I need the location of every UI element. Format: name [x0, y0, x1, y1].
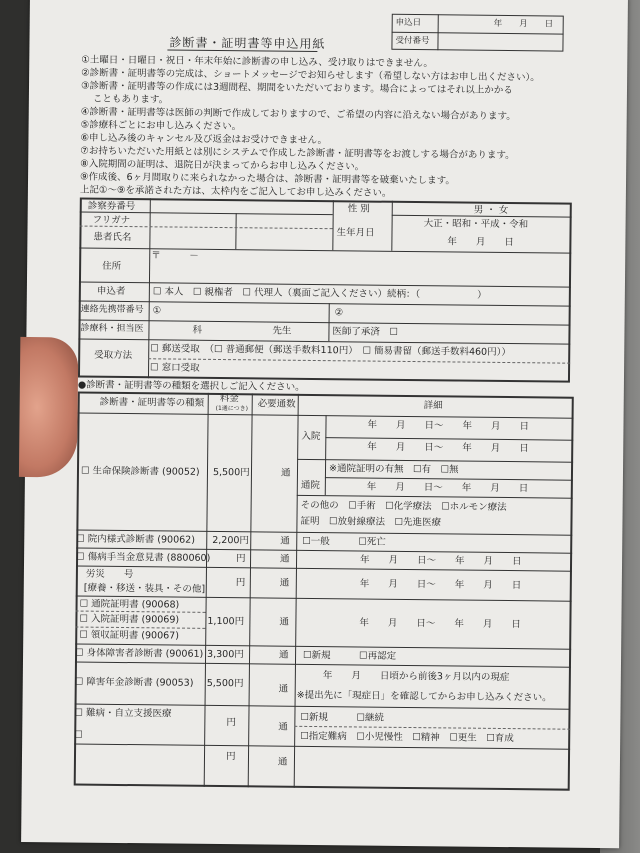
cert-disability-pension-fee: 5,500円 — [206, 677, 244, 690]
visit-period: 年 月 日～ 年 月 日 — [359, 617, 521, 631]
thumb — [19, 337, 78, 478]
copies-unit: 通 — [277, 756, 288, 768]
cert-in-hospital-fee: 2,200円 — [212, 534, 250, 547]
col-header-fee-note: (1通につき) — [215, 404, 249, 413]
gender-label: 性 別 — [347, 203, 370, 215]
copies-unit: 通 — [278, 721, 288, 733]
pension-period: 年 月 日頃から前後3ヶ月以内の現症 — [322, 670, 510, 684]
copies-unit: 通 — [278, 683, 289, 695]
col-header-details: 詳細 — [423, 400, 443, 412]
cert-admission[interactable]: ☐ 入院証明書 (90069) — [79, 613, 180, 626]
note-8: ⑧入院期間の証明は、退院日が決まってからお申し込みください。 — [80, 158, 365, 173]
contact-phone-label: 連絡先携帯番号 — [80, 304, 144, 316]
patient-id-label: 診察券番号 — [87, 200, 136, 213]
note-3-cont: こともあります。 — [92, 93, 169, 106]
cert-health-insurance[interactable]: ☐ 生命保険診断書 (90052) — [80, 465, 200, 478]
cert-disability[interactable]: ☐ 身体障害者診断書 (90061) — [75, 647, 204, 660]
sick-allowance-period: 年 月 日～ 年 月 日 — [360, 554, 522, 568]
disability-options[interactable]: ☐新規 ☐再認定 — [303, 649, 397, 662]
cert-intractable-disease-fee: 円 — [226, 717, 236, 729]
admission-period-2: 年 月 日～ 年 月 日 — [367, 441, 529, 455]
col-header-fee: 料金 — [219, 393, 239, 405]
receipt-window-option[interactable]: ☐ 窓口受取 — [150, 362, 200, 374]
outpatient-label: 通院 — [300, 479, 320, 492]
cert-in-hospital[interactable]: ☐ 院内様式診断書 (90062) — [76, 533, 196, 546]
applicant-type-label: 申込者 — [96, 285, 126, 298]
pension-note: ※提出先に「現症日」を確認してからお申し込みください。 — [296, 689, 552, 704]
cert-sick-allowance[interactable]: ☐ 傷病手当金意見書 (880060) — [76, 551, 211, 564]
note-5: ⑤診療科ごとにお申し込みください。 — [80, 119, 242, 133]
applicant-type-options[interactable]: ☐ 本人 ☐ 親権者 ☐ 代理人（裏面ご記入ください）続柄：（ ） — [152, 286, 487, 301]
copies-unit: 通 — [279, 649, 289, 661]
cert-receipt[interactable]: ☐ 領収証明書 (90067) — [79, 629, 180, 642]
cert-workers-comp-fee: 円 — [235, 577, 246, 589]
note-7: ⑦お持ちいただいた用紙とは別にシステムで作成した診断書・証明書等をお渡しする場合があります。 — [80, 145, 515, 162]
phone-1-marker: ① — [152, 305, 162, 317]
era-options: 大正・昭和・平成・令和 — [423, 218, 529, 231]
application-date-label: 申込日 — [395, 17, 422, 29]
copies-unit: 通 — [279, 577, 290, 589]
copies-unit: 通 — [280, 553, 290, 565]
outpatient-proof[interactable]: ※通院証明の有無 ☐有 ☐無 — [328, 463, 459, 476]
note-1: ①土曜日・日曜日・祝日・年末年始に診断書の申し込み、受け取りはできません。 — [81, 54, 434, 70]
intractable-options-2[interactable]: ☐指定難病 ☐小児慢性 ☐精神 ☐更生 ☐育成 — [300, 730, 514, 745]
other-treatments-1[interactable]: その他の ☐手術 ☐化学療法 ☐ホルモン療法 — [300, 499, 507, 514]
patient-name-label: 患者氏名 — [93, 231, 132, 244]
workers-comp-period: 年 月 日～ 年 月 日 — [359, 578, 522, 592]
cert-intractable-disease[interactable]: ☐ 難病・自立支援医療 — [74, 707, 172, 720]
copies-unit: 通 — [280, 535, 290, 547]
admission-period-1: 年 月 日～ 年 月 日 — [367, 419, 530, 433]
title-underline — [167, 49, 317, 52]
doctor-suffix: 先生 — [272, 325, 292, 337]
receipt-mail-options[interactable]: ☐ 郵送受取 （☐ 普通郵便（郵送手数料110円） ☐ 簡易書留（郵送手数料460円）） — [150, 343, 511, 359]
col-header-type: 診断書・証明書等の種類 — [99, 396, 205, 409]
certificate-section-heading: ●診断書・証明書等の種類を選択しご記入ください。 — [77, 379, 305, 393]
address-label: 住所 — [102, 260, 122, 272]
furigana-label: フリガナ — [92, 214, 131, 227]
cert-sick-allowance-fee: 円 — [236, 553, 246, 565]
other-treatments-2[interactable]: 証明 ☐放射線療法 ☐先進医療 — [300, 515, 442, 529]
admission-label: 入院 — [301, 430, 321, 443]
in-hospital-options[interactable]: ☐一般 ☐死亡 — [302, 535, 386, 548]
phone-2-marker: ② — [334, 307, 344, 319]
application-date-value: 年 月 日 — [493, 18, 554, 30]
col-header-copies: 必要通数 — [257, 398, 296, 410]
intractable-options-1[interactable]: ☐新規 ☐継続 — [300, 711, 385, 724]
cert-disability-pension[interactable]: ☐ 障害年金診断書 (90053) — [74, 676, 194, 689]
cert-disability-fee: 3,300円 — [207, 648, 244, 661]
copies-unit: 通 — [279, 616, 289, 628]
note-2: ②診断書・証明書等の完成は、ショートメッセージでお知らせします（希望しない方はお申し出ください）。 — [81, 67, 540, 84]
cert-group-fee: 1,100円 — [207, 615, 245, 628]
cert-workers-comp[interactable]: 労災 号 — [85, 568, 134, 581]
birthdate-label: 生年月日 — [336, 227, 375, 239]
doctor-approval[interactable]: 医師了承済 ☐ — [332, 326, 399, 338]
cert-visit[interactable]: ☐ 通院証明書 (90068) — [79, 598, 180, 611]
cert-workers-comp-sub: [療養・移送・装具・その他] — [83, 582, 206, 595]
department-doctor-label: 診療科・担当医 — [80, 323, 144, 335]
birthdate-fields: 年 月 日 — [447, 236, 514, 249]
form-title: 診断書・証明書等申込用紙 — [169, 35, 326, 52]
cert-blank-fee: 円 — [225, 751, 236, 763]
note-3: ③診断書・証明書等の作成には3週間程、期間をいただいております。場合によってはそれ以上かかる — [80, 80, 513, 97]
outpatient-period: 年 月 日～ 年 月 日 — [366, 481, 529, 495]
instruction-line: 上記①～⑨を承諾された方は、太枠内をご記入してお申し込みください。 — [79, 184, 392, 199]
cert-health-insurance-fee: 5,500円 — [212, 466, 250, 479]
note-6: ⑥申し込み後のキャンセル及び返金はお受けできません。 — [80, 132, 328, 147]
postal-mark: 〒 － — [151, 250, 199, 262]
department-suffix: 科 — [192, 324, 203, 336]
copies-unit: 通 — [280, 467, 291, 479]
cert-blank-checkbox[interactable]: ☐ — [74, 729, 83, 741]
receipt-number-label: 受付番号 — [395, 35, 430, 47]
note-9: ⑨作成後、6ヶ月間取りに来られなかった場合は、診断書・証明書等を破棄いたします。 — [80, 171, 455, 187]
note-4: ④診断書・証明書等は医師の判断で作成しておりますので、ご希望の内容に沿えない場合があります。 — [80, 106, 516, 123]
application-form-paper — [21, 0, 628, 848]
receipt-method-label: 受取方法 — [94, 349, 133, 362]
gender-options: 男 ・ 女 — [473, 204, 509, 217]
